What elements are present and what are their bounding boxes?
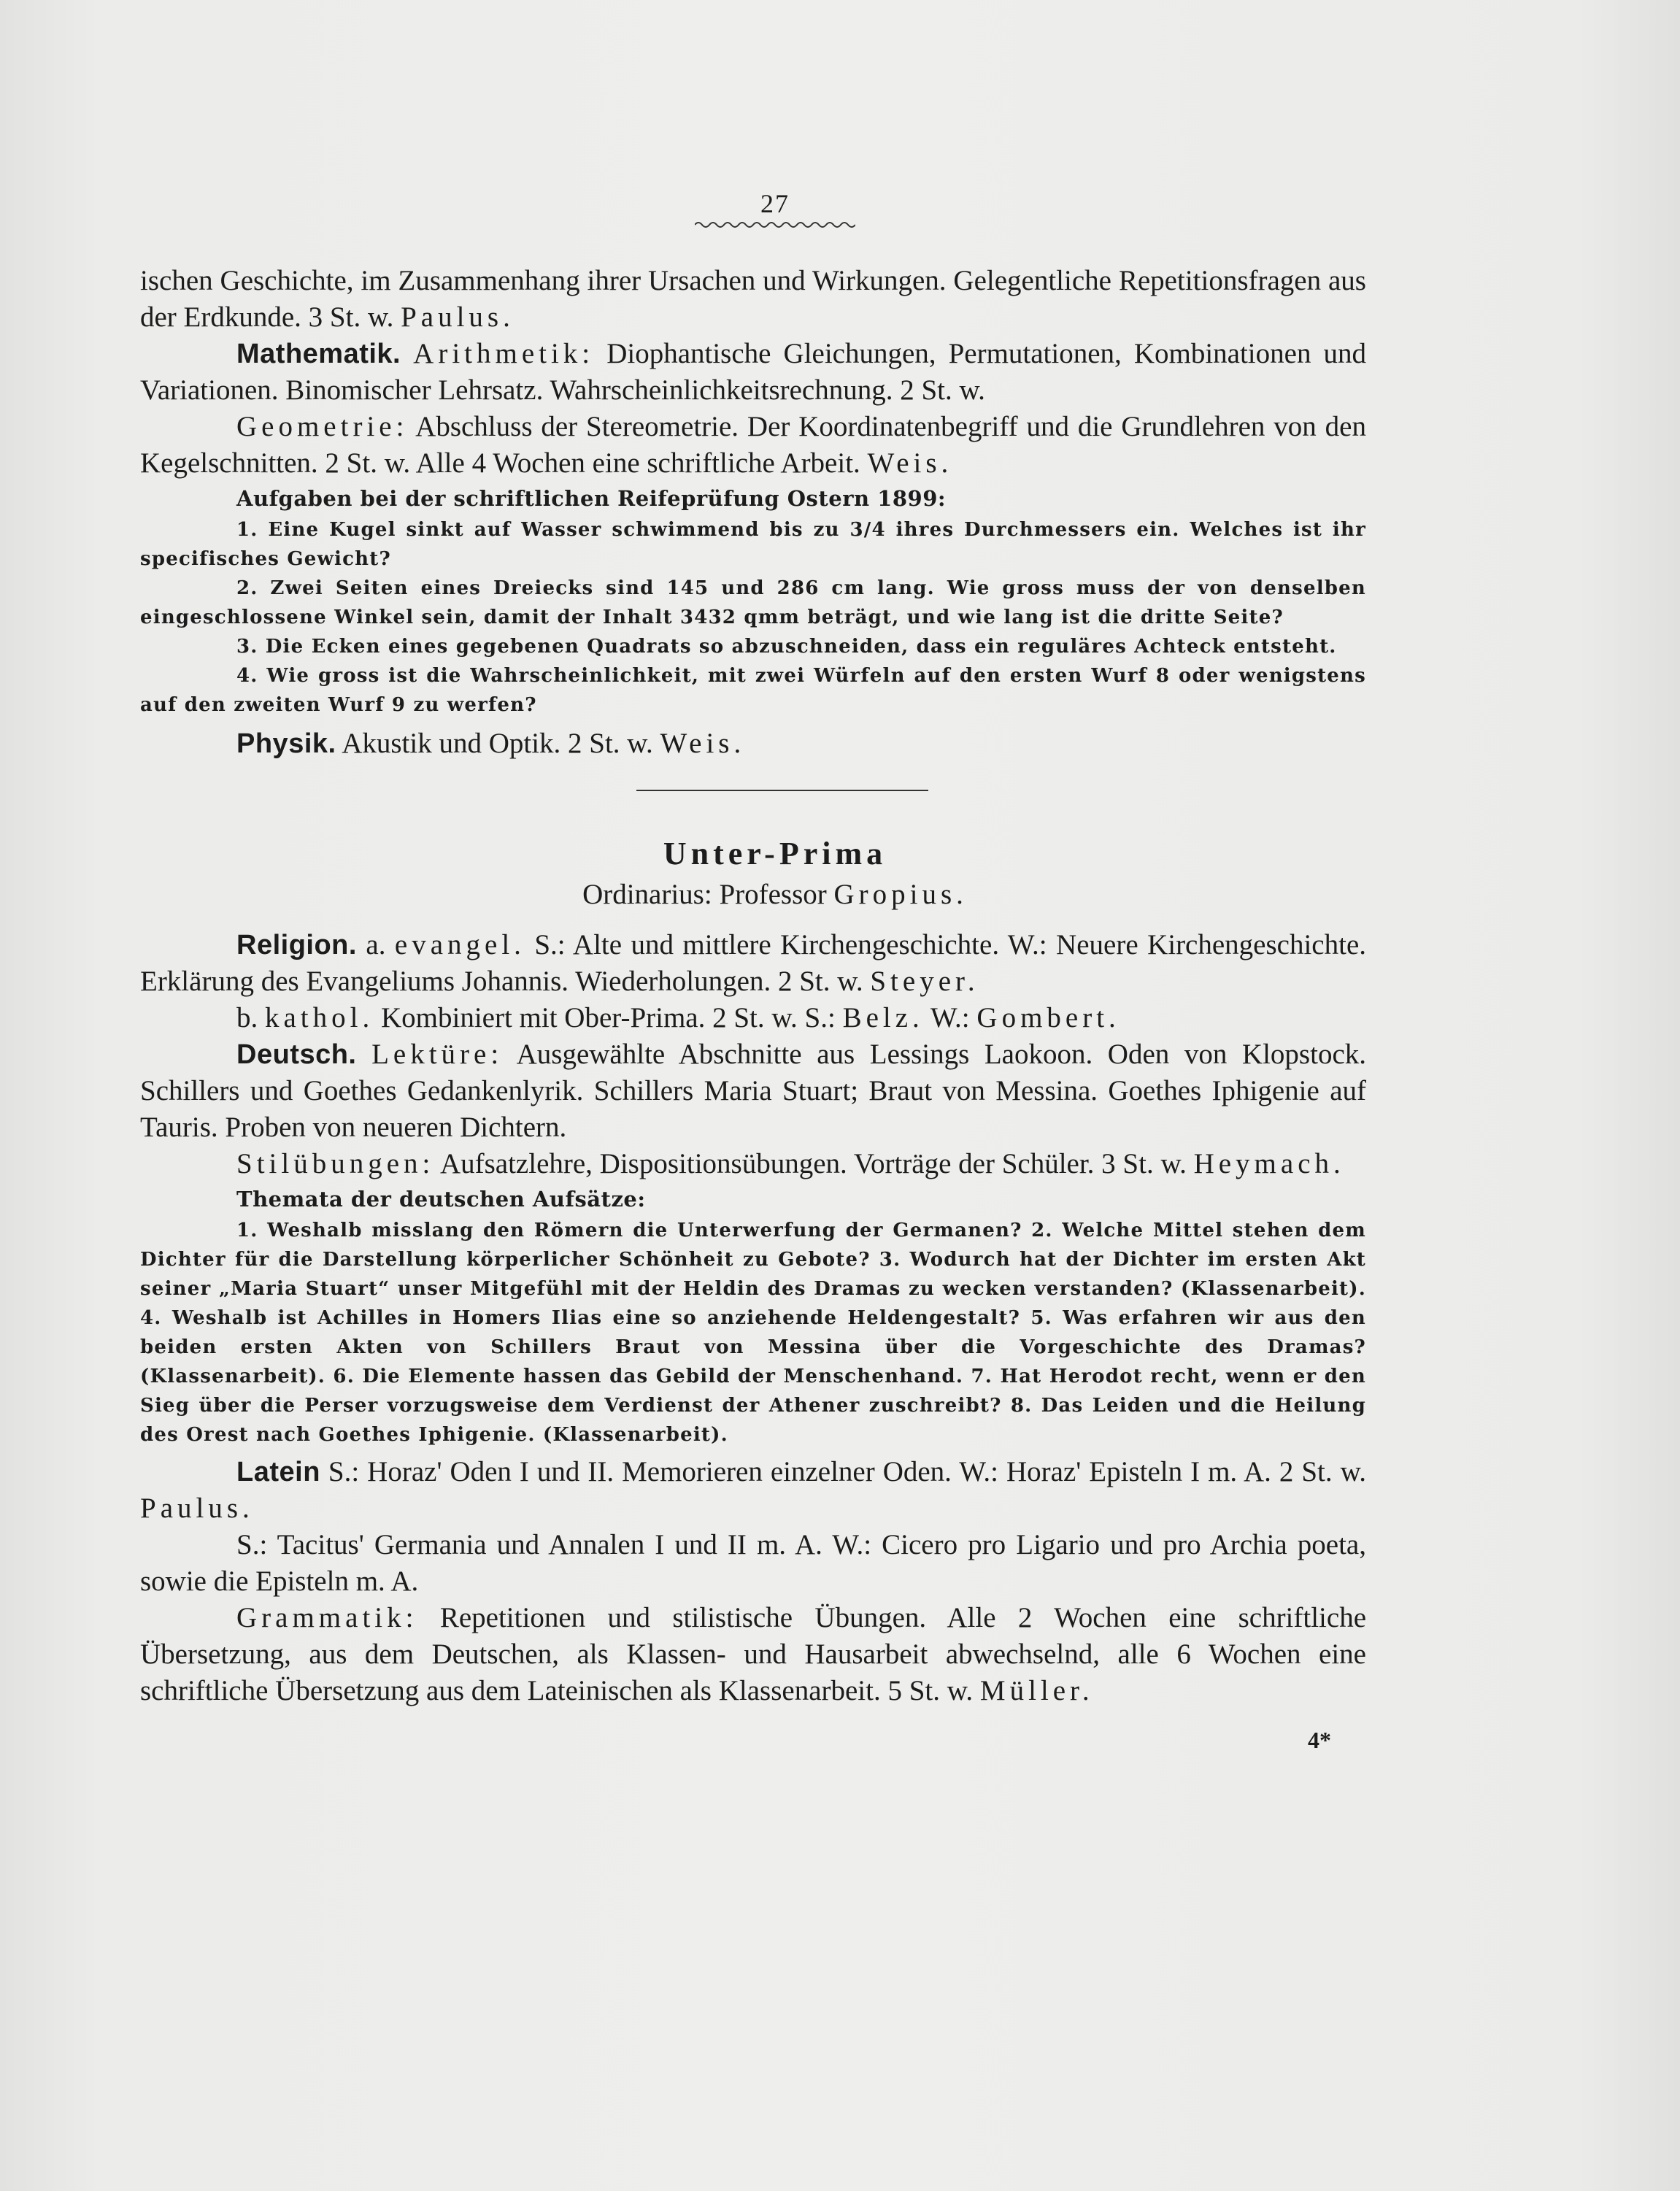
math-geom-paragraph <box>140 409 1366 482</box>
stil-text: Aufsatzlehre, Dispositionsübungen. Vorträge der Schüler. 3 St. w. <box>439 1148 1187 1179</box>
religion-b-mid: W.: <box>930 1002 970 1033</box>
exam-task: 2. Zwei Seiten eines Dreiecks sind 145 und 286 cm lang. Wie gross muss der von denselben eingeschlossene Winkel sein, damit der Inhalt 3432 qmm beträgt, und wie lang ist die dritte Seite? <box>140 577 1366 628</box>
lektuere-text: Ausgewählte Abschnitte aus Lessings Laokoon. Oden von Klopstock. Schillers und Goethes Gedankenlyrik. Schillers Maria Stuart; Braut von Messina. Goethes Iphigenie auf Tauris. Proben von neueren Dichtern. <box>140 1039 1366 1143</box>
teacher-name: Weis. <box>660 728 746 759</box>
list-marker: b. <box>236 1002 258 1033</box>
history-paragraph <box>140 263 1366 336</box>
themata-text: 1. Weshalb misslang den Römern die Unterwerfung der Germanen? 2. Welche Mittel stehen dem Dichter für die Darstellung körperlicher Schönheit zu Gebote? 3. Wodurch hat der Dichter im ersten Akt seiner „Maria Stuart“ unser Mitgefühl mit der Heldin des Dramas zu wecken verstanden? (Klassenarbeit). 4. Weshalb ist Achilles in Homers Ilias eine so anziehende Heldengestalt? 5. Was erfahren wir aus den beiden ersten Akten von Schillers Braut von Messina über die Vorgeschichte des Dramas? (Klassenarbeit). 6. Die Elemente hassen das Gebild der Menschenhand. 7. Hat Herodot recht, wenn er den Sieg über die Perser vorzugsweise dem Verdienst der Athener zuschreibt? 8. Das Leiden und die Heilung des Orest nach Goethes Iphigenie. (Klassenarbeit). <box>140 1220 1366 1446</box>
denomination-label: evangel. <box>394 929 525 960</box>
section-divider <box>636 790 928 791</box>
latein-grammatik-paragraph <box>140 1600 1366 1709</box>
teacher-name: Belz. <box>842 1002 924 1033</box>
physik-paragraph <box>140 725 1366 762</box>
grammatik-text: Repetitionen und stilistische Übungen. Alle 2 Wochen eine schriftliche Übersetzung, aus dem Deutschen, als Klassen- und Hausarbeit abwechselnd, alle 6 Wochen eine schriftliche Übersetzung aus dem Lateinischen als Klassenarbeit. 5 St. w. <box>140 1602 1367 1706</box>
teacher-name: Gombert. <box>976 1002 1120 1033</box>
deutsch-lektuere-paragraph <box>140 1036 1366 1146</box>
ordinarius-prefix: Ordinarius: Professor <box>582 879 827 910</box>
subject-heading-deutsch: Deutsch. <box>236 1039 357 1070</box>
section-title: Unter-Prima <box>663 836 887 871</box>
deutsch-stil-paragraph <box>140 1146 1366 1182</box>
exam-task: 1. Eine Kugel sinkt auf Wasser schwimmend bis zu 3/4 ihres Durchmessers ein. Welches ist ihr specifisches Gewicht? <box>140 519 1366 570</box>
ordinarius-line <box>184 876 1366 914</box>
topic-label-lektuere: Lektüre: <box>371 1039 504 1070</box>
exam-task: 4. Wie gross ist die Wahrscheinlichkeit, mit zwei Würfeln auf den ersten Wurf 8 oder wenigstens auf den zweiten Wurf 9 zu werfen? <box>140 665 1366 716</box>
signature-mark: 4* <box>1308 1727 1331 1753</box>
history-text: ischen Geschichte, im Zusammenhang ihrer Ursachen und Wirkungen. Gelegentliche Repetitionsfragen aus der Erdkunde. 3 St. w. <box>140 265 1366 333</box>
geom-text: Abschluss der Stereometrie. Der Koordinatenbegriff und die Grundlehren von den Kegelschnitten. 2 St. w. Alle 4 Wochen eine schriftliche Arbeit. <box>140 411 1366 479</box>
exam-task: 3. Die Ecken eines gegebenen Quadrats so abzuschneiden, dass ein reguläres Achteck entsteht. <box>236 636 1337 658</box>
decorative-wave-rule <box>184 219 1366 231</box>
subject-heading-latein: Latein <box>236 1457 320 1487</box>
religion-b-paragraph <box>140 1000 1366 1036</box>
teacher-name: Steyer. <box>870 966 979 997</box>
list-marker: a. <box>366 929 386 960</box>
math-arith-paragraph <box>140 336 1366 409</box>
latein-paragraph-2: S.: Tacitus' Germania und Annalen I und II m. A. W.: Cicero pro Ligario und pro Archia poeta, sowie die Episteln m. A. <box>140 1529 1366 1597</box>
denomination-label: kathol. <box>265 1002 374 1033</box>
topic-label-stiluebungen: Stilübungen: <box>236 1148 435 1179</box>
teacher-name: Heymach. <box>1193 1148 1345 1179</box>
religion-a-text: S.: Alte und mittlere Kirchengeschichte. W.: Neuere Kirchengeschichte. Erklärung des Evangeliums Johannis. Wiederholungen. 2 St. w. <box>140 929 1367 997</box>
physik-text: Akustik und Optik. 2 St. w. <box>342 728 653 759</box>
teacher-name: Weis. <box>867 447 953 479</box>
subject-heading-physik: Physik. <box>236 728 336 759</box>
topic-label-grammatik: Grammatik: <box>236 1602 418 1633</box>
religion-a-paragraph <box>140 927 1366 1000</box>
subject-heading-religion: Religion. <box>236 930 357 960</box>
subject-heading-mathematik: Mathematik. <box>236 339 401 369</box>
latein-text-1: S.: Horaz' Oden I und II. Memorieren einzelner Oden. W.: Horaz' Episteln I m. A. 2 St. w. <box>328 1456 1367 1487</box>
topic-label-arithmetik: Arithmetik: <box>413 338 595 369</box>
page-number: 27 <box>760 189 790 218</box>
latein-paragraph-1 <box>140 1454 1366 1527</box>
arith-text: Diophantische Gleichungen, Permutationen, Kombinationen und Variationen. Binomischer Lehrsatz. Wahrscheinlichkeitsrechnung. 2 St. w. <box>140 338 1366 406</box>
teacher-name: Paulus. <box>401 301 515 333</box>
page-content <box>140 188 1366 1754</box>
religion-b-text: Kombiniert mit Ober-Prima. 2 St. w. S.: <box>380 1002 836 1033</box>
teacher-name: Müller. <box>979 1675 1094 1706</box>
ordinarius-name: Gropius. <box>833 879 968 910</box>
teacher-name: Paulus. <box>140 1493 254 1524</box>
exam-heading: Aufgaben bei der schriftlichen Reifeprüfung Ostern 1899: <box>236 486 947 511</box>
topic-label-geometrie: Geometrie: <box>236 411 409 442</box>
themata-heading: Themata der deutschen Aufsätze: <box>236 1187 646 1212</box>
